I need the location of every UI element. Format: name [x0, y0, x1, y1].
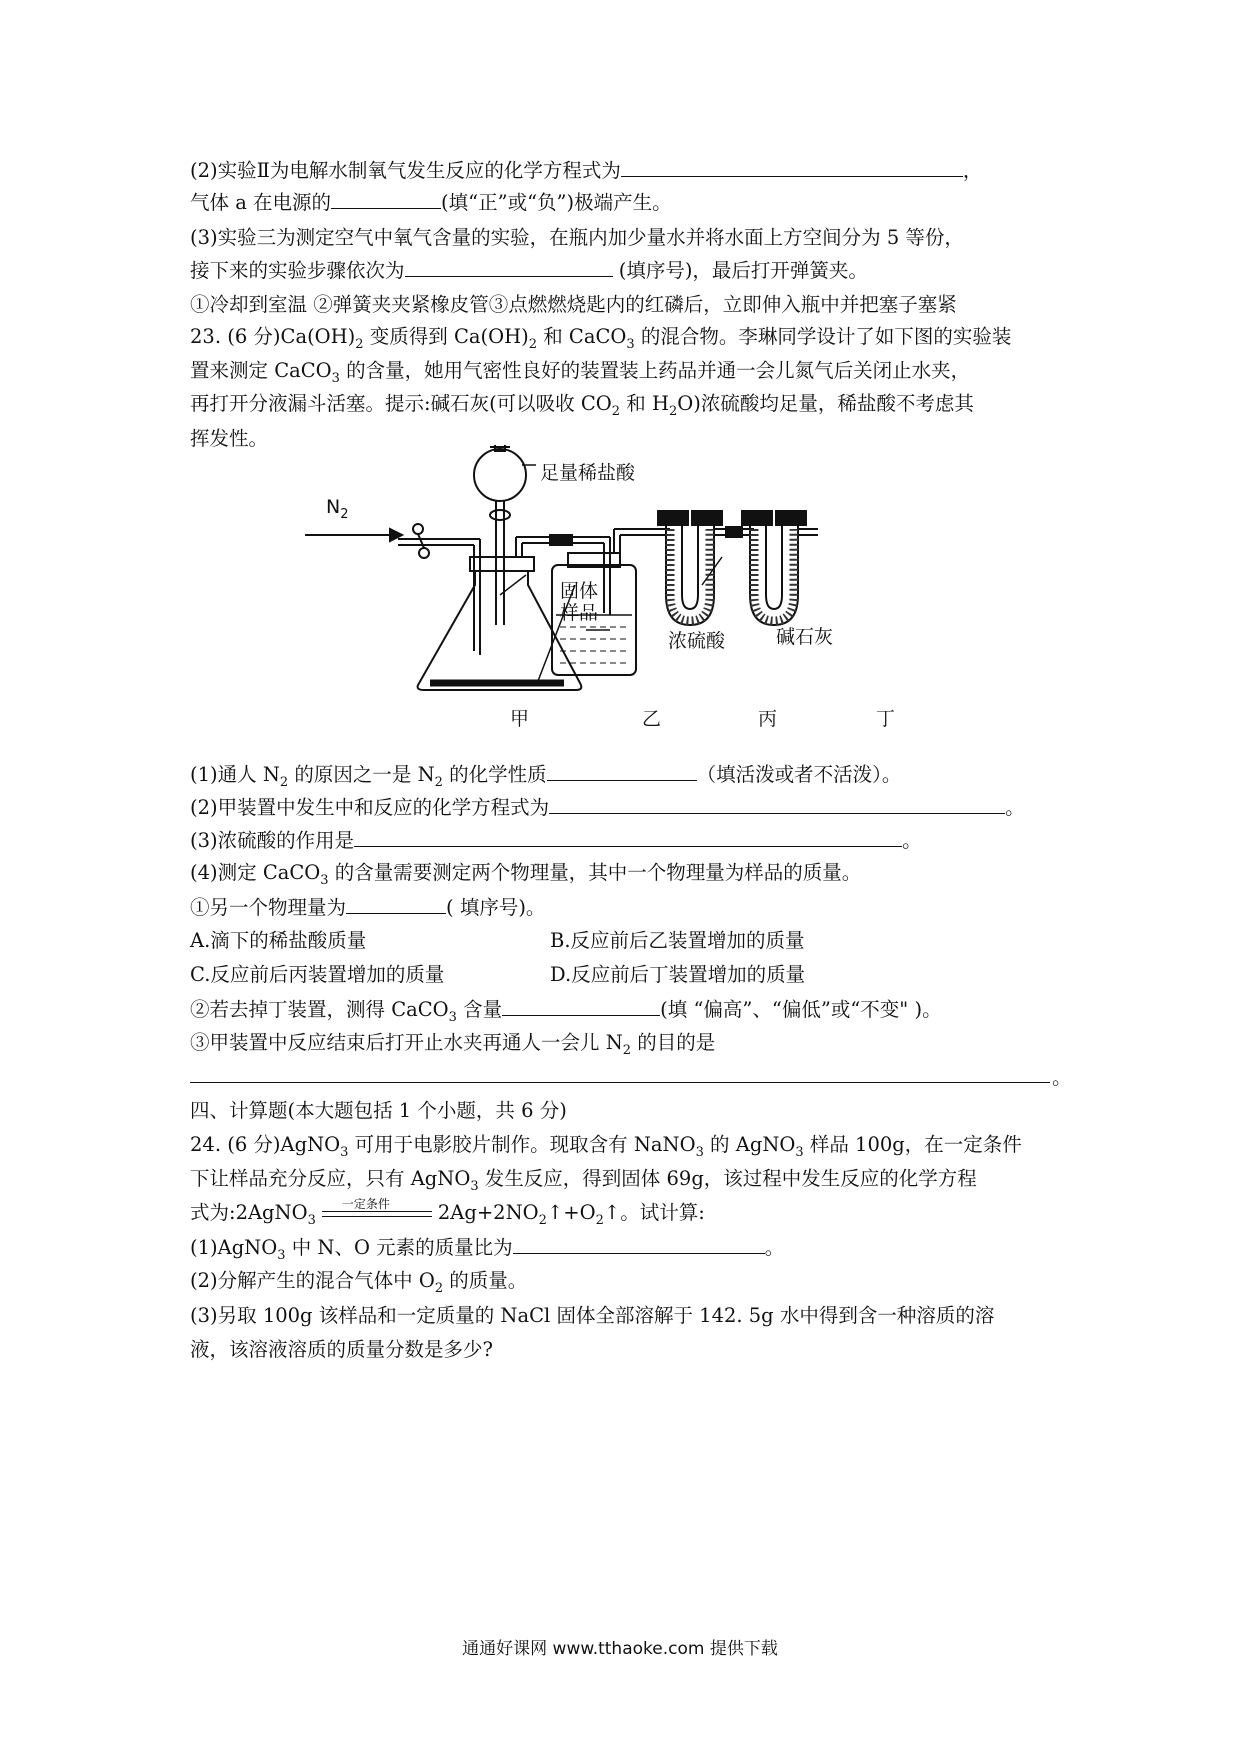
clamp-icon: [413, 524, 423, 534]
q23-line3: 再打开分液漏斗活塞。提示:碱石灰(可以吸收 $CO_2$ 和 $H_2O$)浓硫酸均足量，稀盐酸不考虑其: [190, 392, 974, 419]
text: 接下来的实验步骤依次为: [190, 259, 405, 282]
text: (2)实验Ⅱ为电解水制氧气发生反应的化学方程式为: [190, 159, 621, 182]
answer-blank[interactable]: [502, 995, 660, 1016]
text: (填“正”或“负”)极端产生。: [441, 191, 672, 214]
q23-line1: 23. (6 分)$Ca(OH)_2$ 变质得到 $Ca(OH)_2$ 和 CaCO$_3$ 的混合物。李琳同学设计了如下图的实验装: [190, 325, 1012, 352]
q23-line2: 置来测定 CaCO$_3$ 的含量，她用气密性良好的装置装上药品并通一会儿氮气后关闭止水夹，: [190, 359, 971, 386]
q23-sub4: (4)测定 CaCO$_3$ 的含量需要测定两个物理量，其中一个物理量为样品的质量。: [190, 861, 862, 888]
q23-sub4-3: ③甲装置中反应结束后打开止水夹再通人一会儿 $N_2$ 的目的是: [190, 1031, 716, 1058]
answer-blank[interactable]: [405, 256, 613, 277]
q24-sub3-line2: 液，该溶液溶质的质量分数是多少?: [190, 1338, 493, 1361]
answer-blank[interactable]: [547, 760, 697, 781]
q24-line1: 24. (6 分)AgNO$_3$ 可用于电影胶片制作。现取含有 NaNO$_3$ 的 AgNO$_3$ 样品 100g，在一定条件: [190, 1133, 1022, 1160]
q22-part3-line1: (3)实验三为测定空气中氧气含量的实验，在瓶内加少量水并将水面上方空间分为 5 等份，: [190, 226, 964, 249]
q23-sub4-1: ①另一个物理量为 ( 填序号)。: [190, 893, 545, 922]
q24-sub2: (2)分解产生的混合气体中 $O_2$ 的质量。: [190, 1269, 528, 1296]
option-a: A.滴下的稀盐酸质量: [190, 929, 367, 952]
answer-blank[interactable]: [354, 826, 902, 847]
q22-part2-line1: [190, 156, 982, 185]
solid-label-1: 固体: [560, 580, 599, 602]
q22-part3-steps: ①冷却到室温 ②弹簧夹夹紧橡皮管③点燃燃烧匙内的红磷后，立即伸入瓶中并把塞子塞紧: [190, 293, 957, 316]
reaction-equals-sign: 一定条件: [322, 1204, 432, 1224]
label-ding: 丁: [876, 708, 896, 730]
label-jia: 甲: [510, 708, 530, 730]
option-d: D.反应前后丁装置增加的质量: [550, 963, 806, 986]
q24-sub1: (1)AgNO$_3$ 中 N、O 元素的质量比为 。: [190, 1233, 784, 1262]
label-bing: 丙: [758, 708, 778, 730]
answer-blank-long[interactable]: [190, 1082, 1050, 1083]
q22-part3-line2: [190, 256, 868, 285]
q24-sub3: (3)另取 100g 该样品和一定质量的 NaCl 固体全部溶解于 142. 5g 水中得到含一种溶质的溶: [190, 1304, 995, 1327]
separatory-funnel: [474, 449, 526, 501]
answer-blank[interactable]: [346, 893, 446, 914]
q23-sub2: (2)甲装置中发生中和反应的化学方程式为 。: [190, 793, 1025, 822]
answer-blank[interactable]: [621, 156, 963, 177]
answer-blank[interactable]: [513, 1233, 765, 1254]
label-yi: 乙: [642, 708, 662, 730]
option-b: B.反应前后乙装置增加的质量: [550, 929, 805, 952]
option-c: C.反应前后丙装置增加的质量: [190, 963, 445, 986]
q23-sub1: (1)通人 $N_2$ 的原因之一是 $N_2$ 的化学性质 （填活泼或者不活泼）。: [190, 760, 901, 789]
q24-line2: 下让样品充分反应，只有 AgNO$_3$ 发生反应，得到固体 69g，该过程中发生反应的化学方程: [190, 1167, 977, 1194]
acid-label: 足量稀盐酸: [540, 462, 636, 484]
flask-jia: [418, 570, 582, 690]
section-heading: 四、计算题(本大题包括 1 个小题，共 6 分): [190, 1099, 567, 1122]
long-end: 。: [1052, 1066, 1072, 1089]
q23-sub3: (3)浓硫酸的作用是 。: [190, 826, 922, 855]
q24-line3: 式为:2AgNO$_3$ 一定条件 $2Ag+2NO_2↑+O_2↑$。试计算:: [190, 1196, 705, 1228]
q22-part2-line2: [190, 188, 672, 217]
text: ，: [962, 159, 983, 182]
text: (填序号)，最后打开弹簧夹。: [612, 259, 868, 282]
q23-sub4-2: ②若去掉丁装置，测得 CaCO$_3$ 含量 (填 “偏高”、“偏低”或“不变" )。: [190, 995, 942, 1024]
text: 气体 a 在电源的: [190, 191, 332, 214]
footer-source: 通通好课网 www.tthaoke.com 提供下载: [462, 1639, 778, 1659]
answer-blank[interactable]: [549, 793, 1005, 814]
h2so4-label: 浓硫酸: [668, 630, 726, 652]
lime-label: 碱石灰: [776, 626, 834, 648]
answer-blank[interactable]: [331, 188, 441, 209]
solid-label-2: 样品: [560, 602, 599, 624]
n2-label: $N_2$: [326, 496, 349, 522]
q23-line4: 挥发性。: [190, 427, 269, 450]
